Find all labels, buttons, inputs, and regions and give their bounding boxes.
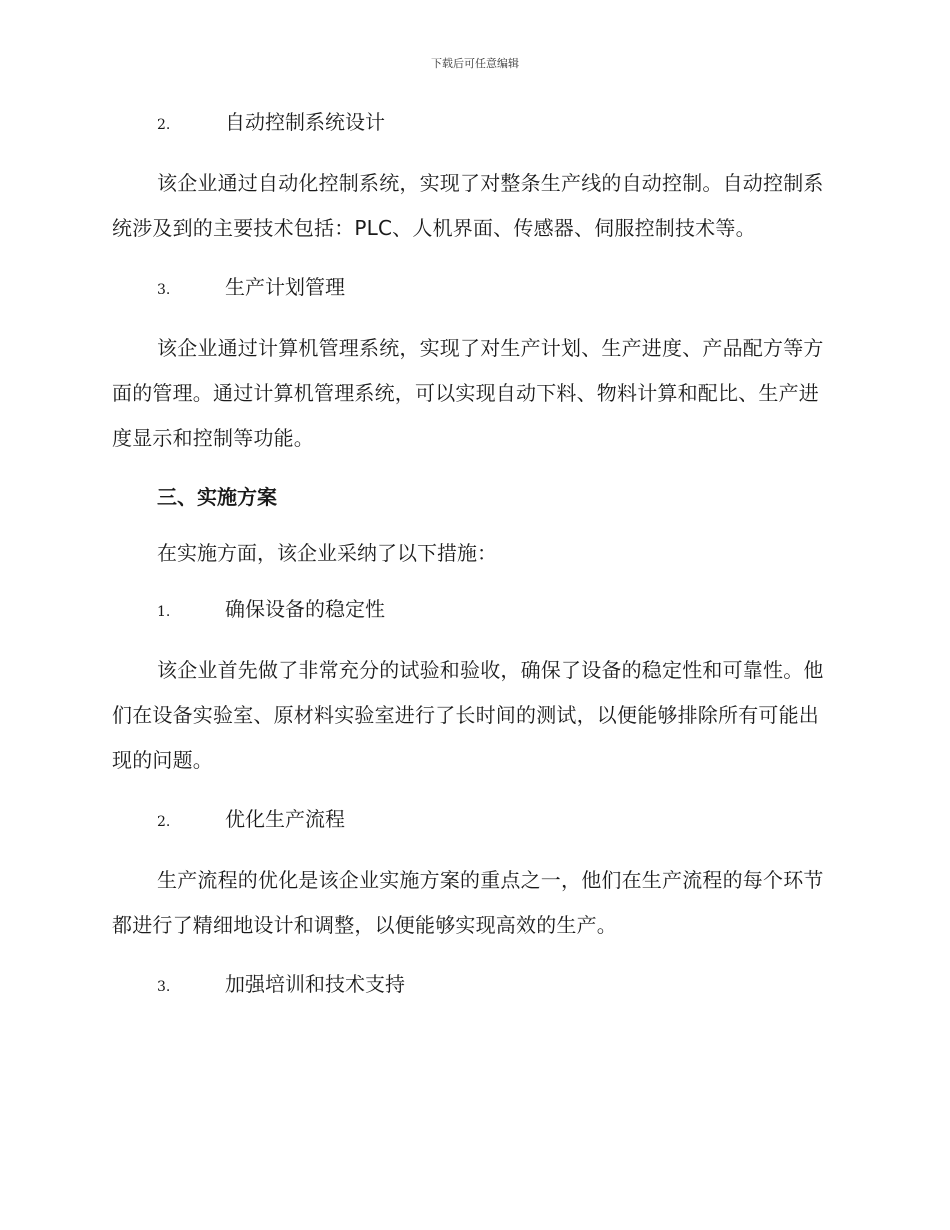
paragraph-auto-control: 该企业通过自动化控制系统，实现了对整条生产线的自动控制。自动控制系统涉及到的主要技术包括：PLC、人机界面、传感器、伺服控制技术等。 [112, 171, 824, 240]
list-number: 3. [157, 979, 171, 995]
list-number: 3. [157, 282, 171, 298]
list-number: 1. [157, 604, 171, 620]
list-item-auto-control [112, 108, 832, 139]
document-body [112, 108, 832, 1001]
header-note: 下载后可任意编辑 [431, 57, 519, 70]
list-item-title: 优化生产流程 [225, 807, 345, 831]
list-number: 2. [157, 117, 171, 133]
paragraph-optimize-process: 生产流程的优化是该企业实施方案的重点之一，他们在生产流程的每个环节都进行了精细地设计和调整，以便能够实现高效的生产。 [112, 868, 824, 937]
section-heading: 三、实施方案 [157, 485, 277, 509]
list-number: 2. [157, 814, 171, 830]
list-item-optimize-process [112, 805, 832, 836]
paragraph-equipment-stability: 该企业首先做了非常充分的试验和验收，确保了设备的稳定性和可靠性。他们在设备实验室、原材料实验室进行了长时间的测试，以便能够排除所有可能出现的问题。 [112, 658, 824, 772]
list-item-training-support [112, 970, 832, 1001]
list-item-title: 生产计划管理 [225, 275, 345, 299]
list-item-title: 确保设备的稳定性 [225, 597, 385, 621]
list-item-production-plan [112, 273, 832, 304]
list-item-equipment-stability [112, 595, 832, 626]
section-intro: 在实施方面，该企业采纳了以下措施： [157, 541, 497, 565]
paragraph-production-plan: 该企业通过计算机管理系统，实现了对生产计划、生产进度、产品配方等方面的管理。通过计算机管理系统，可以实现自动下料、物料计算和配比、生产进度显示和控制等功能。 [112, 336, 824, 450]
list-item-title: 自动控制系统设计 [225, 110, 385, 134]
list-item-title: 加强培训和技术支持 [225, 972, 405, 996]
